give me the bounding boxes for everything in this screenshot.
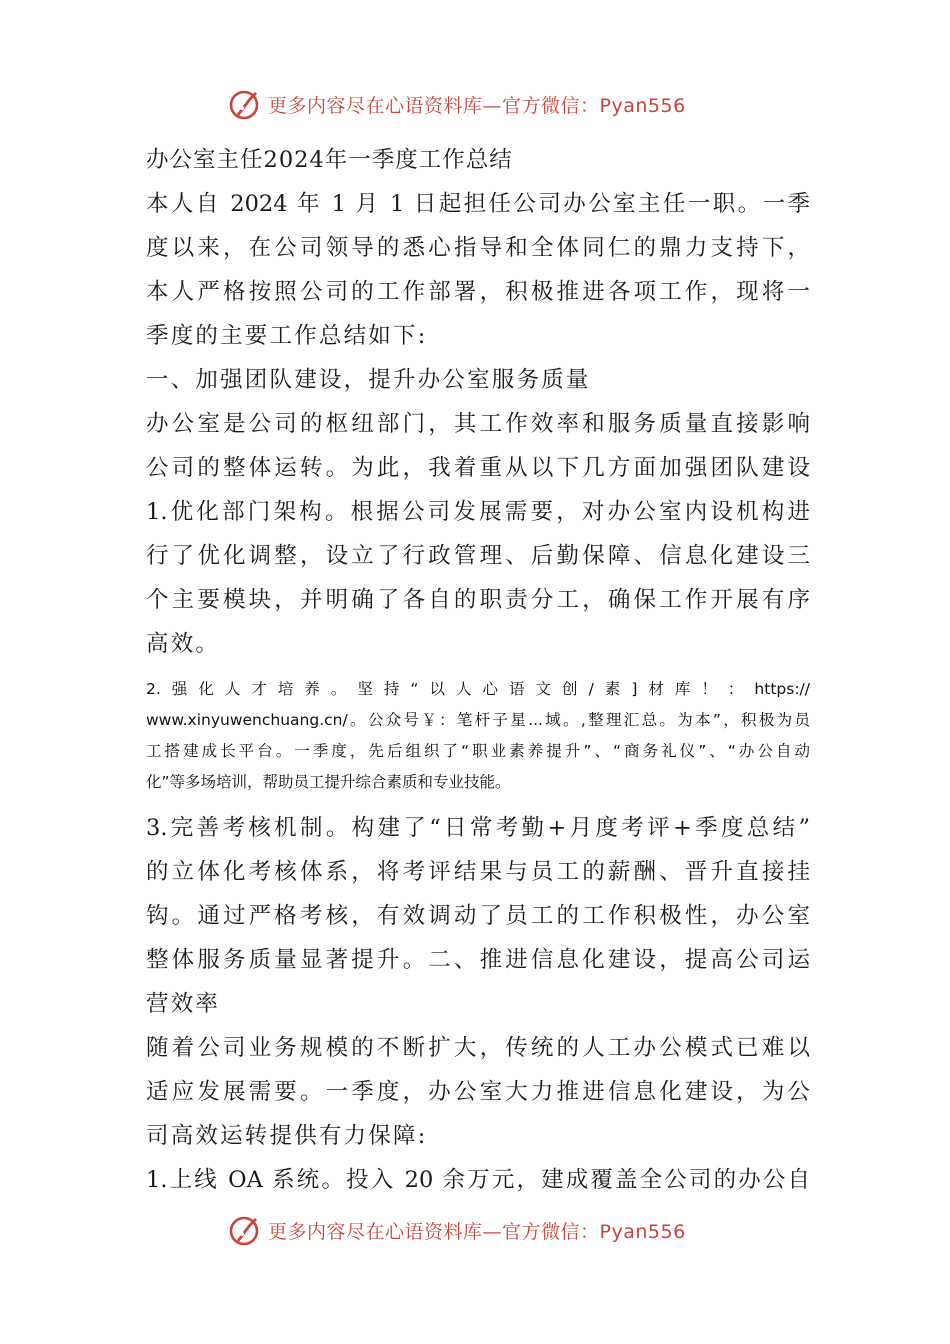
paragraph-line: 办公室是公司的枢纽部门，其工作效率和服务质量直接影响 (146, 411, 810, 437)
list-item-line-small: 2.强化人才培养。坚持“以人心语文创/素]材库！：https:// (146, 680, 810, 698)
list-item-line-small: www.xinyuwenchuang.cn/。公众号￥：笔杆子星...域。,整理汇总。为本”，积极为员 (146, 711, 810, 729)
paragraph-line: 本人自 2024 年 1 月 1 日起担任公司办公室主任一职。一季 (146, 191, 810, 217)
banner-text: 更多内容尽在心语资料库—官方微信：Pyan556 (268, 1220, 686, 1243)
list-item-line: 3.完善考核机制。构建了“日常考勤+月度考评+季度总结” (146, 815, 810, 841)
list-item-line: 钩。通过严格考核，有效调动了员工的工作积极性，办公室 (146, 903, 810, 929)
list-item-line: 高效。 (146, 631, 221, 657)
paragraph-line: 度以来，在公司领导的悉心指导和全体同仁的鼎力支持下， (146, 235, 810, 261)
paragraph-line: 季度的主要工作总结如下: (146, 323, 428, 349)
watermark-banner-bottom (228, 1210, 748, 1250)
paragraph-line: 本人严格按照公司的工作部署，积极推进各项工作，现将一 (146, 279, 810, 305)
paragraph-line: 随着公司业务规模的不断扩大，传统的人工办公模式已难以 (146, 1035, 810, 1061)
pen-nib-circle-icon (228, 1213, 262, 1247)
list-item-line: 1.上线 OA 系统。投入 20 余万元，建成覆盖全公司的办公自 (146, 1167, 810, 1193)
document-title: 办公室主任2024年一季度工作总结 (146, 147, 513, 173)
list-item-line: 个主要模块，并明确了各自的职责分工，确保工作开展有序 (146, 587, 810, 613)
banner-text: 更多内容尽在心语资料库—官方微信：Pyan556 (268, 94, 686, 117)
paragraph-line: 司高效运转提供有力保障: (146, 1123, 428, 1149)
banner-wechat: Pyan556 (599, 94, 686, 117)
paragraph-line: 公司的整体运转。为此，我着重从以下几方面加强团队建设 (146, 455, 810, 481)
list-item-line: 营效率 (146, 991, 221, 1017)
paragraph-line: 适应发展需要。一季度，办公室大力推进信息化建设，为公 (146, 1079, 810, 1105)
pen-nib-circle-icon (228, 87, 262, 121)
list-item-line-small: 化”等多场培训，帮助员工提升综合素质和专业技能。 (146, 773, 511, 791)
list-item-line: 整体服务质量显著提升。二、推进信息化建设，提高公司运 (146, 947, 810, 973)
list-item-line-small: 工搭建成长平台。一季度，先后组织了“职业素养提升”、“商务礼仪”、“办公自动 (146, 742, 810, 760)
section-heading: 一、加强团队建设，提升办公室服务质量 (146, 367, 591, 393)
banner-wechat: Pyan556 (599, 1220, 686, 1243)
list-item-line: 的立体化考核体系，将考评结果与员工的薪酬、晋升直接挂 (146, 859, 810, 885)
list-item-line: 1.优化部门架构。根据公司发展需要，对办公室内设机构进 (146, 499, 810, 525)
watermark-banner-top (228, 84, 748, 124)
list-item-line: 行了优化调整，设立了行政管理、后勤保障、信息化建设三 (146, 543, 810, 569)
document-body (146, 138, 810, 1202)
